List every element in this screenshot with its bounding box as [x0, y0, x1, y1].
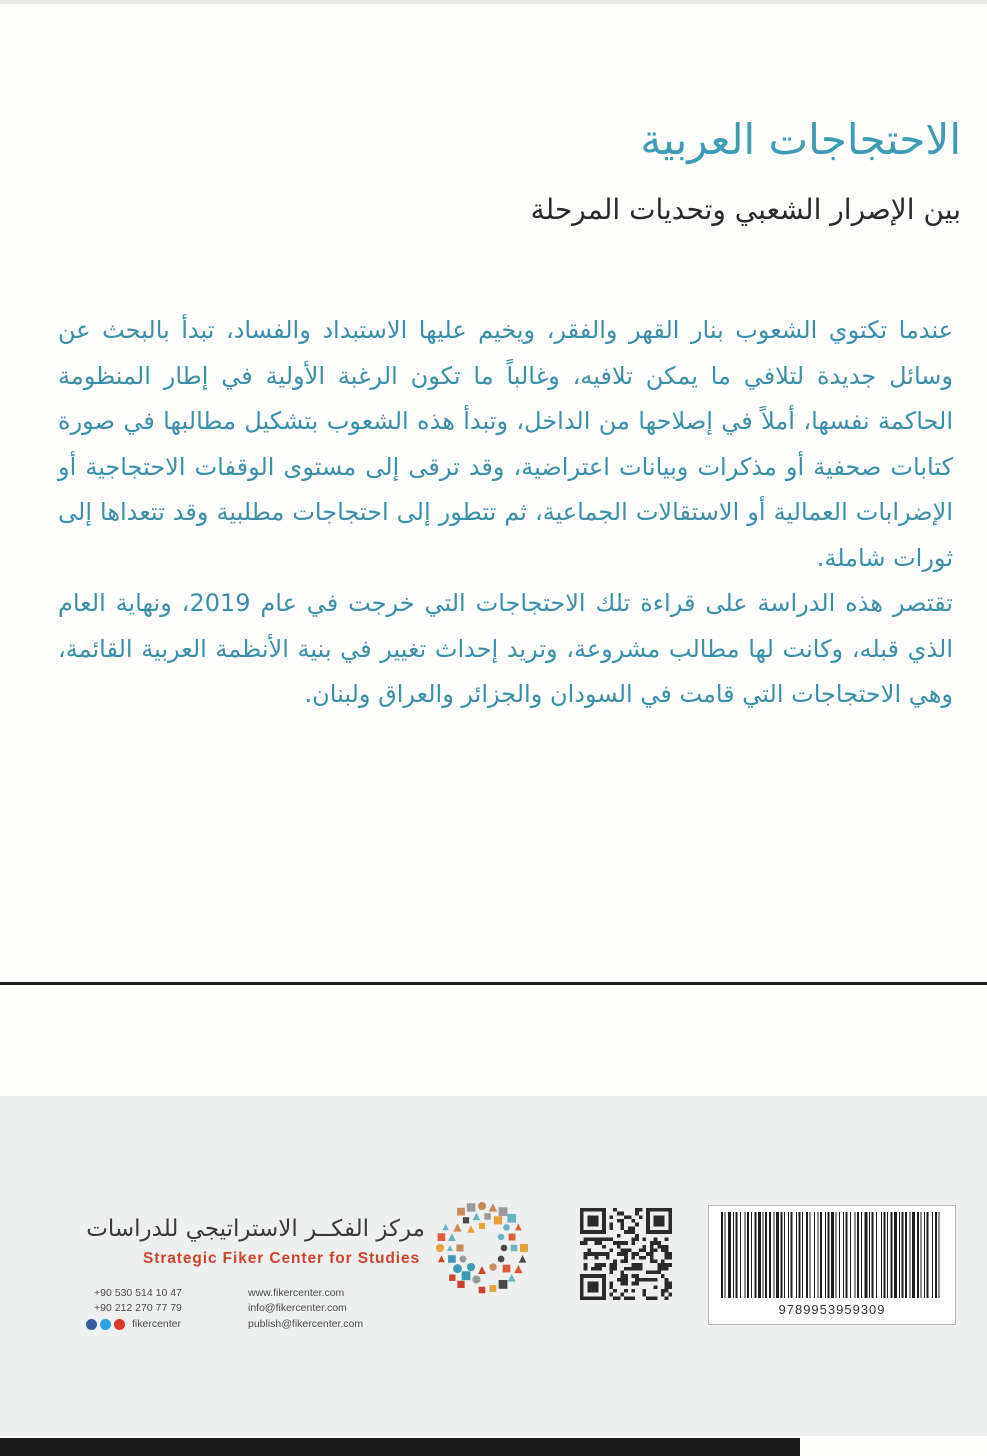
youtube-icon[interactable]: [114, 1319, 125, 1330]
publish-email[interactable]: publish@fikercenter.com: [248, 1318, 364, 1330]
publisher-name-arabic: مركز الفكــر الاستراتيجي للدراسات: [86, 1216, 425, 1242]
mosaic-logo-icon: [430, 1196, 534, 1300]
book-title: الاحتجاجات العربية: [640, 115, 961, 164]
blurb-paragraph-2: تقتصر هذه الدراسة على قراءة تلك الاحتجاجات التي خرجت في عام 2019، ونهاية العام الذي قبله، وكانت لها مطالب مشروعة، وتريد إحداث تغيير في بنية الأنظمة العربية القائمة، وهي الاحتجاجات التي قامت في السودان والجزائر والعراق ولبنان.: [58, 589, 953, 708]
social-handle: fikercenter: [132, 1318, 182, 1330]
section-divider: [0, 982, 987, 985]
book-subtitle: بين الإصرار الشعبي وتحديات المرحلة: [530, 193, 961, 226]
phone-number-1: +90 530 514 10 47: [94, 1287, 182, 1299]
phone-number-2: +90 212 270 77 79: [94, 1302, 182, 1314]
cover-top-edge: [0, 0, 987, 4]
barcode: [708, 1205, 956, 1325]
blurb-paragraph-1: عندما تكتوي الشعوب بنار القهر والفقر، ويخيم عليها الاستبداد والفساد، تبدأ بالبحث عن وسائل جديدة لتلافي ما يمكن تلافيه، وغالباً ما تكون الرغبة الأولية في إطار المنظومة الحاكمة نفسها، أملاً في إصلاحها من الداخل، وتبدأ هذه الشعوب بتشكيل مطالبها في صورة كتابات صحفية أو مذكرات وبيانات اعتراضية، وقد ترقى إلى مستوى الوقفات الاحتجاجية أو الإضرابات العمالية أو الاستقالات الجماعية، ثم تتطور إلى احتجاجات مطلبية وقد تتعداها إلى ثورات شاملة.: [58, 316, 953, 572]
website-link[interactable]: www.fikercenter.com: [248, 1287, 345, 1299]
isbn-number: 9789953959309: [778, 1302, 886, 1317]
bottom-edge-strip: [0, 1438, 800, 1456]
blurb-text: [58, 308, 953, 718]
info-email[interactable]: info@fikercenter.com: [248, 1302, 347, 1314]
facebook-icon[interactable]: [86, 1319, 97, 1330]
qr-code-icon: [580, 1208, 672, 1300]
twitter-icon[interactable]: [100, 1319, 111, 1330]
social-links: [86, 1318, 181, 1330]
barcode-icon: [719, 1212, 945, 1298]
publisher-name-english: Strategic Fiker Center for Studies: [143, 1250, 420, 1267]
